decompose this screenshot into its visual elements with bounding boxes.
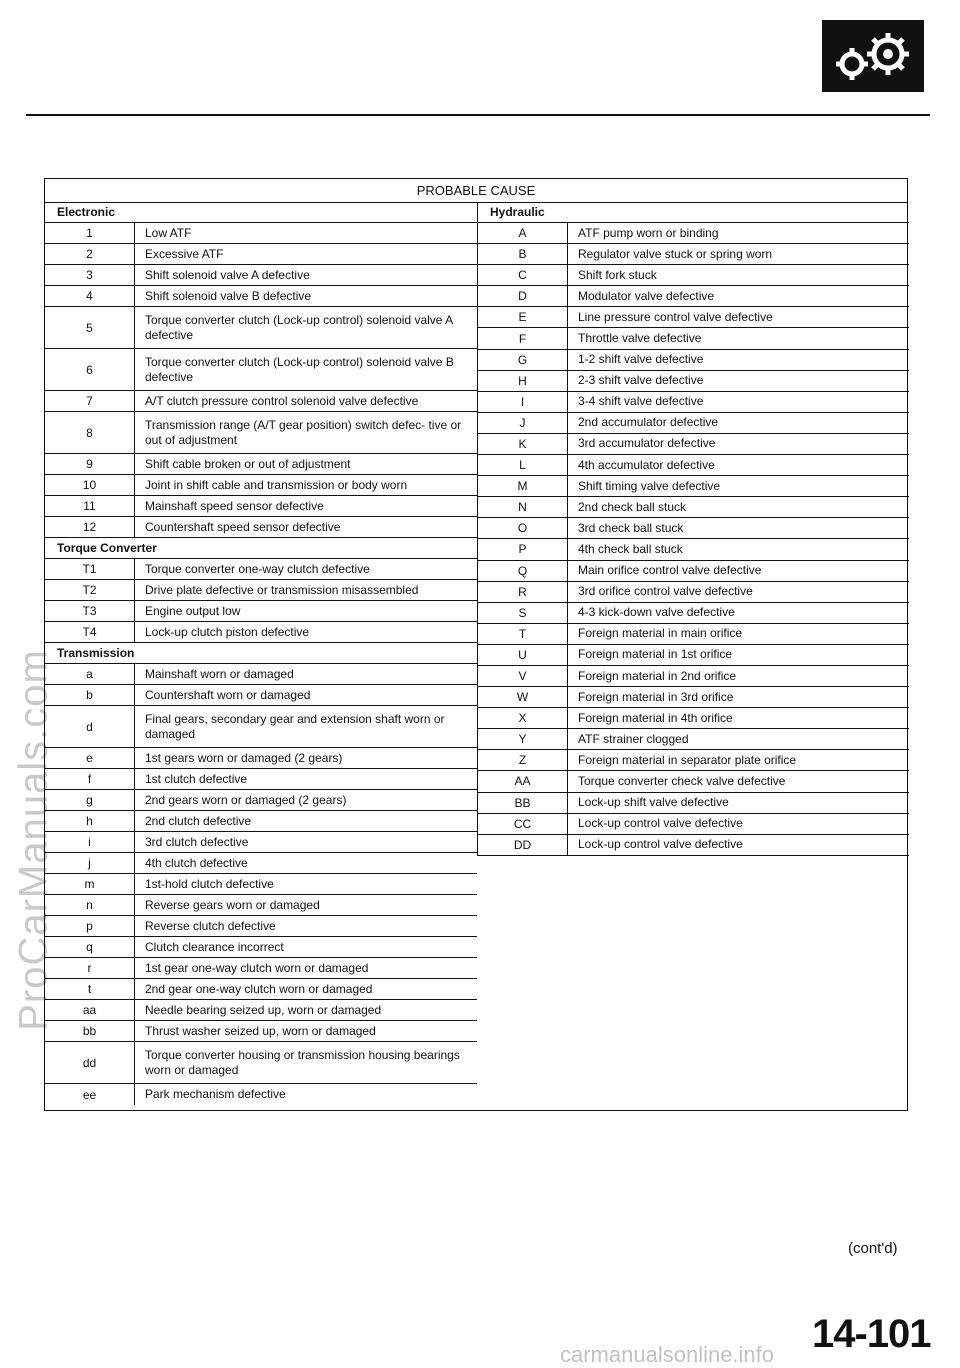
cause-code: T2 (45, 580, 135, 600)
cause-code: BB (478, 793, 568, 813)
table-row (478, 624, 909, 645)
cause-code: j (45, 853, 135, 873)
table-row (45, 685, 477, 706)
section-heading-hydraulic: Hydraulic (478, 202, 909, 223)
cause-code: G (478, 350, 568, 370)
table-row (478, 539, 909, 560)
cause-code: T4 (45, 622, 135, 642)
cause-description: Foreign material in 3rd orifice (578, 689, 734, 704)
cause-code: p (45, 916, 135, 936)
table-row (45, 979, 477, 1000)
cause-description: 2nd clutch defective (145, 813, 252, 828)
table-row (45, 559, 477, 580)
table-row (45, 580, 477, 601)
table-row (478, 835, 909, 856)
table-row (478, 793, 909, 814)
cause-description: Shift solenoid valve B defective (145, 288, 312, 303)
cause-code: ee (45, 1084, 135, 1105)
table-row (45, 811, 477, 832)
table-row (478, 561, 909, 582)
header-rule (26, 114, 930, 116)
table-row (478, 413, 909, 434)
section-heading-transmission: Transmission (45, 643, 477, 664)
cause-description: Torque converter housing or transmission housing bearings worn or damaged (145, 1047, 460, 1077)
cause-code: M (478, 476, 568, 496)
cause-description: Shift timing valve defective (578, 478, 721, 493)
cause-code: dd (45, 1042, 135, 1083)
cause-code: h (45, 811, 135, 831)
cause-description: 2nd check ball stuck (578, 499, 687, 514)
cause-code: V (478, 666, 568, 686)
table-row (45, 223, 477, 244)
cause-description: Lock-up clutch piston defective (145, 624, 310, 639)
cause-code: r (45, 958, 135, 978)
table-row (478, 750, 909, 771)
cause-description: Reverse gears worn or damaged (145, 897, 320, 912)
table-row (478, 497, 909, 518)
cause-code: A (478, 223, 568, 243)
table-row (478, 350, 909, 371)
cause-description: Foreign material in main orifice (578, 626, 743, 641)
table-row (45, 1021, 477, 1042)
cause-description: Park mechanism defective (145, 1087, 286, 1101)
table-row (45, 916, 477, 937)
page-number: 14-101 (812, 1312, 931, 1356)
cause-code: 8 (45, 412, 135, 453)
cause-description: ATF strainer clogged (578, 731, 689, 746)
table-row (45, 622, 477, 643)
table-row (45, 832, 477, 853)
cause-description: Shift fork stuck (578, 267, 657, 282)
cause-description: 4th clutch defective (145, 855, 248, 870)
table-row (478, 603, 909, 624)
table-row (45, 307, 477, 349)
cause-description: 1st clutch defective (145, 771, 248, 786)
cause-code: D (478, 286, 568, 306)
cause-code: f (45, 769, 135, 789)
cause-code: Q (478, 561, 568, 581)
table-row (45, 517, 477, 538)
table-row (478, 434, 909, 455)
cause-code: C (478, 265, 568, 285)
cause-description: 1st gears worn or damaged (2 gears) (145, 750, 343, 765)
cause-description: Torque converter check valve defective (578, 773, 786, 788)
cause-code: 6 (45, 349, 135, 390)
cause-description: Lock-up control valve defective (578, 837, 743, 852)
table-row (478, 771, 909, 792)
table-row (45, 349, 477, 391)
cause-code: bb (45, 1021, 135, 1041)
table-row (478, 645, 909, 666)
table-row (478, 328, 909, 349)
cause-code: J (478, 413, 568, 433)
cause-code: R (478, 582, 568, 602)
cause-code: B (478, 244, 568, 264)
table-row (478, 666, 909, 687)
cause-code: CC (478, 814, 568, 834)
cause-description: 4th accumulator defective (578, 457, 715, 472)
table-row (478, 392, 909, 413)
cause-code: 3 (45, 265, 135, 285)
cause-description: Shift cable broken or out of adjustment (145, 456, 351, 471)
cause-code: DD (478, 835, 568, 855)
cause-description: 2nd gears worn or damaged (2 gears) (145, 792, 347, 807)
cause-code: 4 (45, 286, 135, 306)
table-row (45, 748, 477, 769)
cause-description: Drive plate defective or transmission misassembled (145, 582, 419, 597)
cause-description: 2-3 shift valve defective (578, 373, 704, 388)
watermark-text: ProCarManuals.com (11, 649, 56, 1031)
cause-description: 3rd check ball stuck (578, 520, 684, 535)
cause-description: 1st gear one-way clutch worn or damaged (145, 960, 369, 975)
table-row (478, 518, 909, 539)
table-row (45, 1084, 477, 1105)
table-row (478, 286, 909, 307)
cause-description: Mainshaft worn or damaged (145, 666, 294, 681)
table-row (45, 265, 477, 286)
cause-description: Foreign material in 1st orifice (578, 647, 733, 662)
table-row (478, 708, 909, 729)
continued-label: (cont'd) (848, 1240, 898, 1257)
table-row (45, 475, 477, 496)
cause-code: W (478, 687, 568, 707)
cause-description: Joint in shift cable and transmission or body worn (145, 477, 408, 492)
table-row (478, 687, 909, 708)
cause-description: Transmission range (A/T gear position) switch defec- tive or out of adjustment (145, 417, 462, 447)
cause-code: K (478, 434, 568, 454)
cause-description: Foreign material in 2nd orifice (578, 668, 737, 683)
cause-code: 2 (45, 244, 135, 264)
cause-code: t (45, 979, 135, 999)
right-column (477, 202, 909, 856)
cause-description: 4th check ball stuck (578, 541, 683, 556)
cause-code: aa (45, 1000, 135, 1020)
cause-description: A/T clutch pressure control solenoid valve defective (145, 393, 419, 408)
table-row (478, 476, 909, 497)
cause-code: Y (478, 729, 568, 749)
table-row (45, 874, 477, 895)
cause-description: Mainshaft speed sensor defective (145, 498, 324, 513)
table-row (45, 790, 477, 811)
cause-description: Clutch clearance incorrect (145, 939, 284, 954)
table-row (478, 265, 909, 286)
table-row (45, 895, 477, 916)
cause-description: Thrust washer seized up, worn or damaged (145, 1023, 376, 1038)
cause-code: b (45, 685, 135, 705)
cause-code: n (45, 895, 135, 915)
cause-description: 3rd clutch defective (145, 834, 249, 849)
cause-code: 11 (45, 496, 135, 516)
gears-icon (822, 20, 924, 92)
cause-description: 2nd gear one-way clutch worn or damaged (145, 981, 373, 996)
cause-code: H (478, 371, 568, 391)
cause-description: Reverse clutch defective (145, 918, 276, 933)
cause-description: Line pressure control valve defective (578, 309, 773, 324)
cause-code: U (478, 645, 568, 665)
cause-code: S (478, 603, 568, 623)
cause-code: E (478, 307, 568, 327)
table-row (45, 1000, 477, 1021)
cause-description: Excessive ATF (145, 246, 224, 261)
cause-description: Low ATF (145, 225, 192, 240)
cause-code: O (478, 518, 568, 538)
table-row (45, 664, 477, 685)
cause-code: N (478, 497, 568, 517)
cause-code: I (478, 392, 568, 412)
cause-description: 2nd accumulator defective (578, 415, 719, 430)
cause-code: T (478, 624, 568, 644)
table-row (45, 769, 477, 790)
cause-description: Final gears, secondary gear and extension shaft worn or damaged (145, 711, 445, 741)
section-heading-torque-converter: Torque Converter (45, 538, 477, 559)
cause-code: d (45, 706, 135, 747)
cause-description: 3rd orifice control valve defective (578, 584, 753, 599)
cause-code: 10 (45, 475, 135, 495)
cause-code: F (478, 328, 568, 348)
cause-code: T1 (45, 559, 135, 579)
table-row (478, 729, 909, 750)
cause-description: Modulator valve defective (578, 288, 715, 303)
table-row (45, 244, 477, 265)
cause-code: AA (478, 771, 568, 791)
cause-description: Torque converter one-way clutch defective (145, 561, 370, 576)
cause-description: Foreign material in separator plate orifice (578, 752, 797, 767)
cause-description: Foreign material in 4th orifice (578, 710, 733, 725)
cause-code: 9 (45, 454, 135, 474)
cause-code: Z (478, 750, 568, 770)
cause-code: m (45, 874, 135, 894)
cause-code: T3 (45, 601, 135, 621)
cause-code: L (478, 455, 568, 475)
table-row (45, 286, 477, 307)
table-row (45, 454, 477, 475)
probable-cause-table (44, 178, 908, 1111)
cause-code: 7 (45, 391, 135, 411)
table-row (45, 853, 477, 874)
cause-code: 5 (45, 307, 135, 348)
cause-description: Regulator valve stuck or spring worn (578, 246, 773, 261)
table-row (45, 958, 477, 979)
table-row (45, 706, 477, 748)
left-column (45, 202, 477, 1105)
section-heading-electronic: Electronic (45, 202, 477, 223)
table-row (45, 601, 477, 622)
cause-description: ATF pump worn or binding (578, 225, 719, 240)
table-row (478, 307, 909, 328)
cause-description: Throttle valve defective (578, 331, 702, 346)
cause-code: a (45, 664, 135, 684)
cause-description: 3rd accumulator defective (578, 436, 716, 451)
cause-description: Lock-up control valve defective (578, 816, 743, 831)
table-row (45, 1042, 477, 1084)
table-row (478, 455, 909, 476)
cause-code: 1 (45, 223, 135, 243)
table-row (478, 244, 909, 265)
cause-description: 3-4 shift valve defective (578, 394, 704, 409)
table-row (45, 391, 477, 412)
cause-description: Main orifice control valve defective (578, 563, 762, 578)
cause-description: Torque converter clutch (Lock-up control) solenoid valve A defective (145, 312, 453, 342)
site-watermark: carmanualsonline.info (560, 1342, 775, 1367)
cause-description: 1-2 shift valve defective (578, 352, 704, 367)
table-row (478, 371, 909, 392)
cause-description: Countershaft speed sensor defective (145, 519, 341, 534)
cause-description: Torque converter clutch (Lock-up control) solenoid valve B defective (145, 354, 454, 384)
cause-description: Engine output low (145, 603, 241, 618)
table-row (478, 582, 909, 603)
cause-code: e (45, 748, 135, 768)
cause-code: 12 (45, 517, 135, 537)
table-title: PROBABLE CAUSE (45, 179, 907, 203)
cause-description: Lock-up shift valve defective (578, 795, 729, 810)
table-row (45, 412, 477, 454)
cause-description: Shift solenoid valve A defective (145, 267, 310, 282)
table-row (478, 814, 909, 835)
cause-code: i (45, 832, 135, 852)
cause-code: P (478, 539, 568, 559)
table-row (478, 223, 909, 244)
cause-code: q (45, 937, 135, 957)
cause-description: Countershaft worn or damaged (145, 687, 311, 702)
cause-description: Needle bearing seized up, worn or damaged (145, 1002, 382, 1017)
cause-description: 1st-hold clutch defective (145, 876, 274, 891)
table-row (45, 937, 477, 958)
cause-code: g (45, 790, 135, 810)
cause-description: 4-3 kick-down valve defective (578, 605, 735, 620)
cause-code: X (478, 708, 568, 728)
table-row (45, 496, 477, 517)
